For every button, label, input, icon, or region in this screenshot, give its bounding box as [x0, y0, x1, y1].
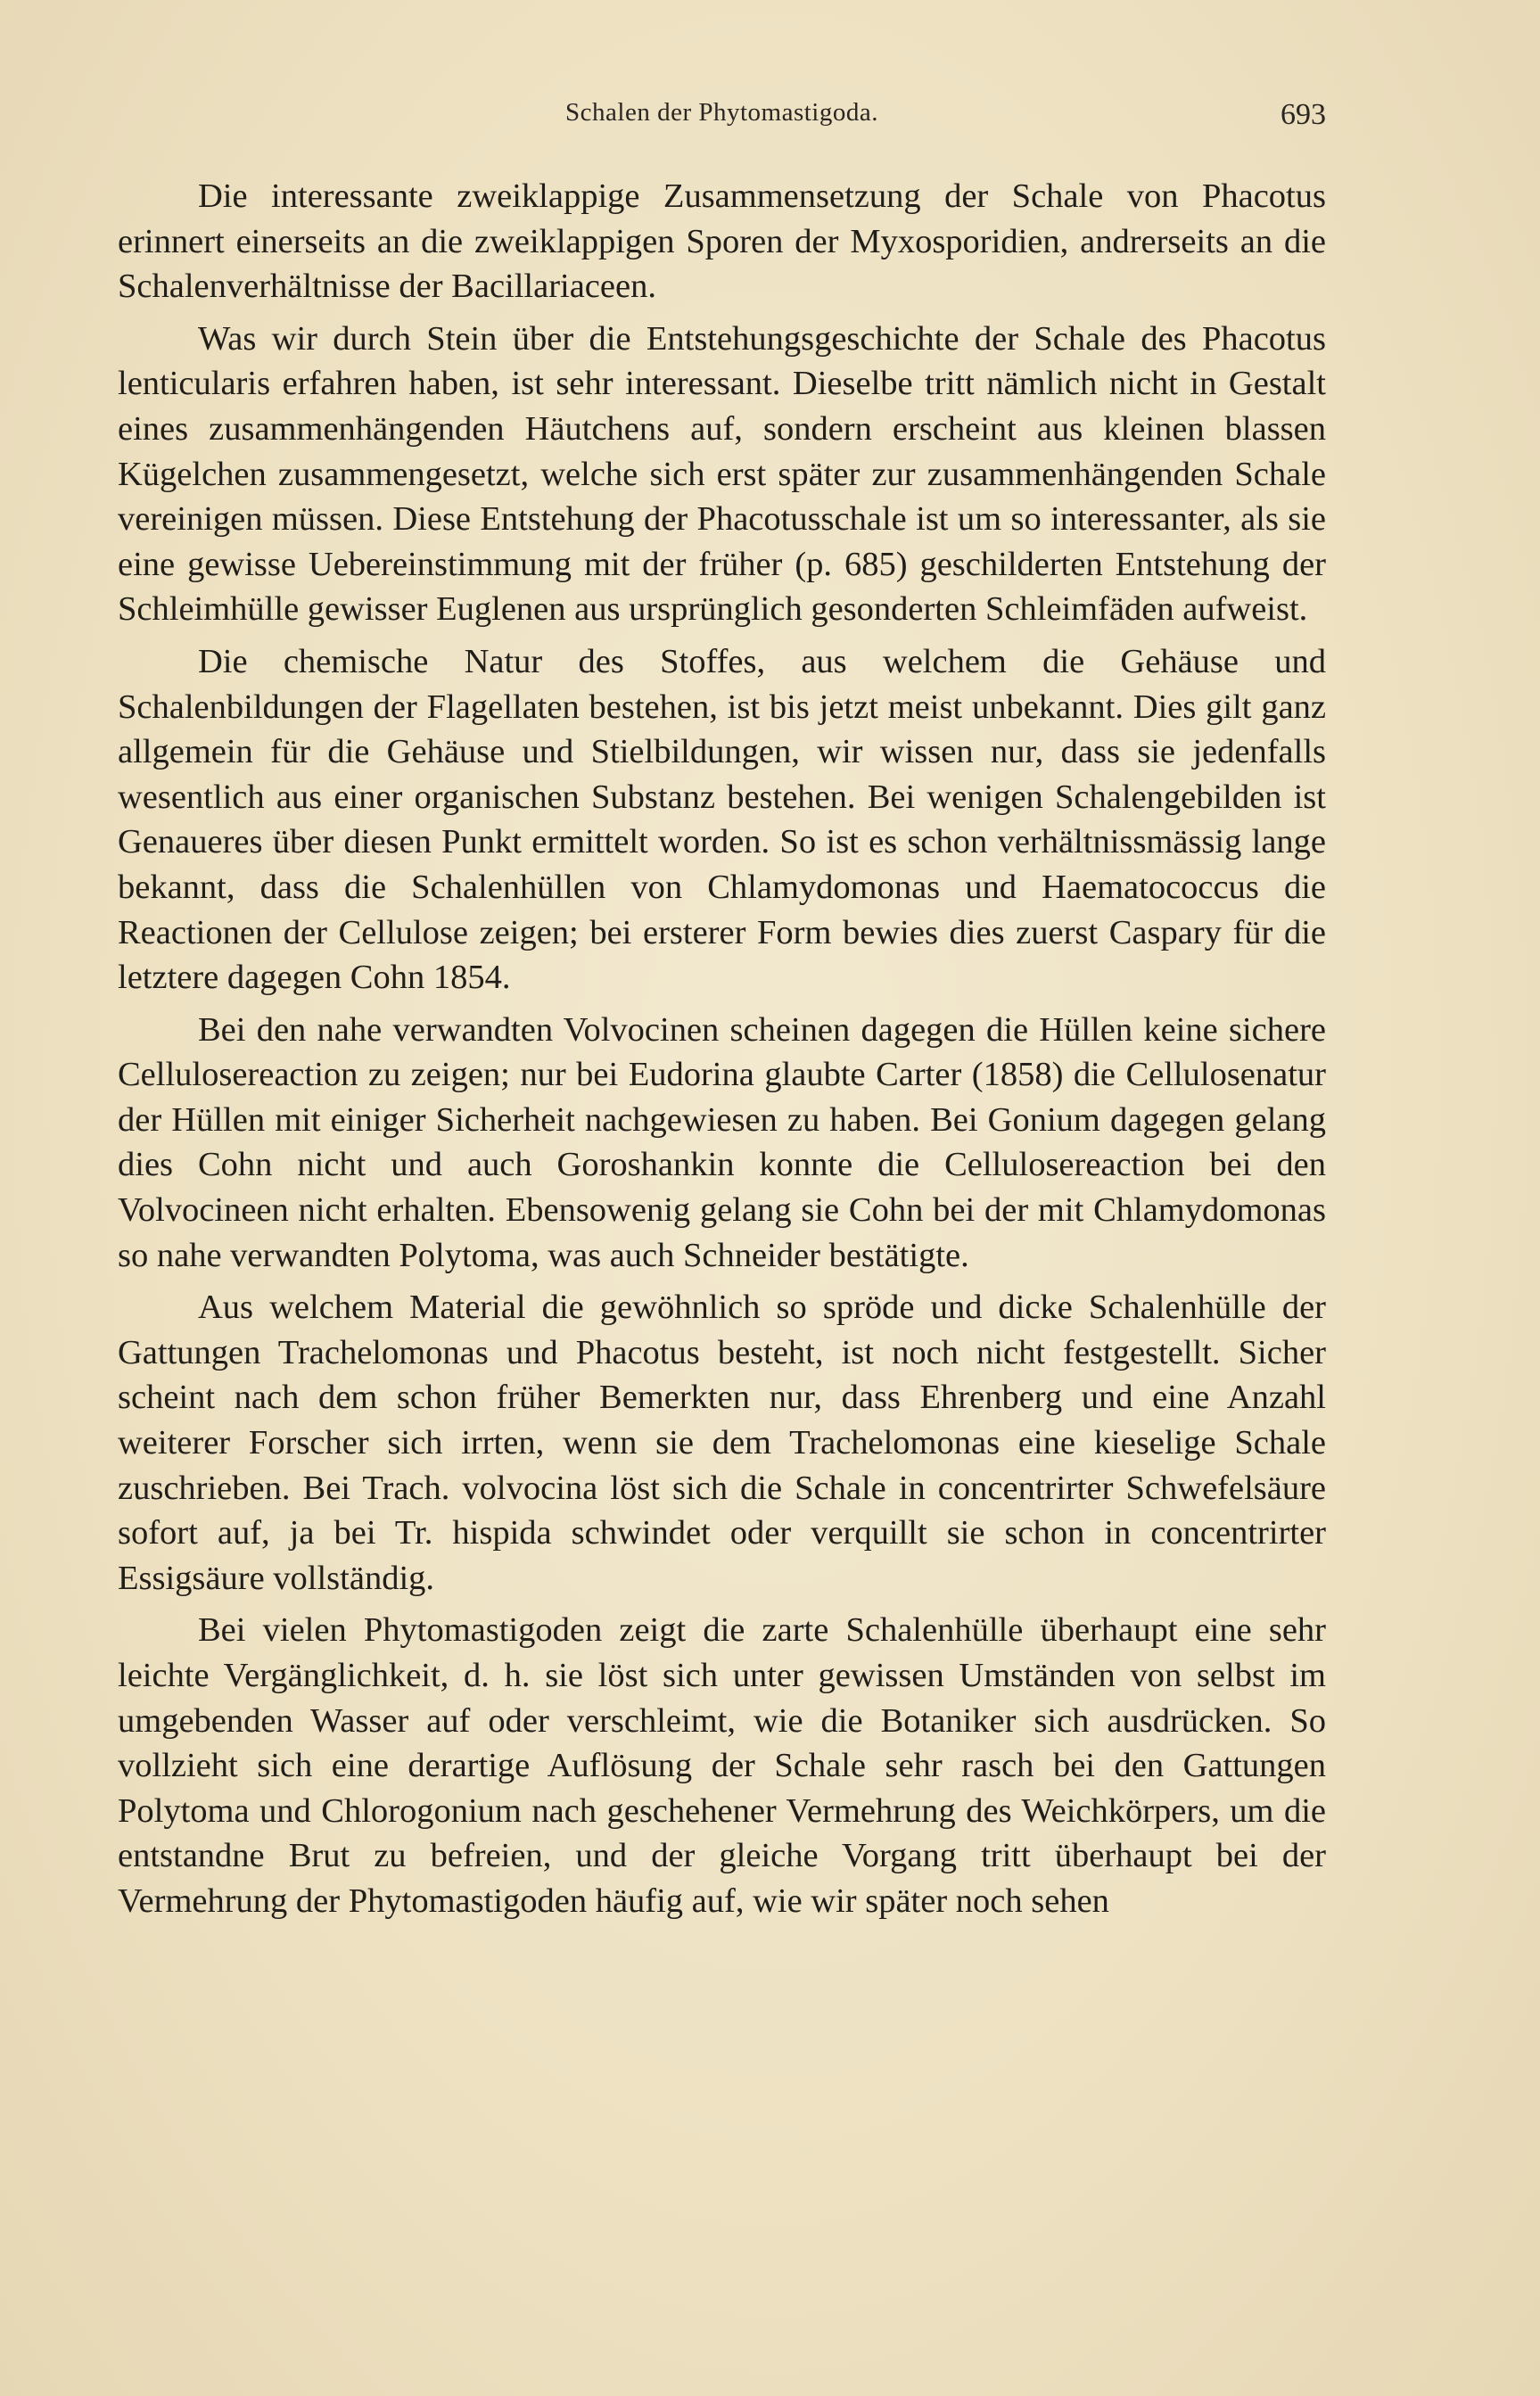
paragraph-dissolution: Bei vielen Phytomastigoden zeigt die zarte Schalenhülle überhaupt eine sehr leichte Vergänglichkeit, d. h. sie löst sich unter gewissen Umständen von selbst im umgebenden Wasser auf oder verschleimt, wie die Botaniker sich ausdrücken. So vollzieht sich eine derartige Auflösung der Schale sehr rasch bei den Gattungen Polytoma und Chlorogonium nach geschehener Vermehrung des Weichkörpers, um die entstandne Brut zu befreien, und der gleiche Vorgang tritt überhaupt bei der Vermehrung der Phytomastigoden häufig auf, wie wir später noch sehen	[118, 1611, 1326, 1920]
running-title: Schalen der Phytomastigoda.	[565, 98, 878, 127]
paragraph-shell-development: Was wir durch Stein über die Entstehungsgeschichte der Schale des Phacotus lenticularis erfahren haben, ist sehr interessant. Dieselbe tritt nämlich nicht in Gestalt eines zusammenhängenden Häutchens auf, sondern erscheint aus kleinen blassen Kügelchen zusammengesetzt, welche sich erst später zur zusammenhängenden Schale vereinigen müssen. Diese Entstehung der Phacotusschale ist um so interessanter, als sie eine gewisse Uebereinstimmung mit der früher (p. 685) geschilderten Entstehung der Schleimhülle gewisser Euglenen aus ursprünglich gesonderten Schleimfäden aufweist.	[118, 319, 1326, 629]
body-text	[118, 174, 1326, 1931]
paragraph-chemical-nature: Die chemische Natur des Stoffes, aus welchem die Gehäuse und Schalenbildungen der Flagellaten bestehen, ist bis jetzt meist unbekannt. Dies gilt ganz allgemein für die Gehäuse und Stielbildungen, wir wissen nur, dass sie jedenfalls wesentlich aus einer organischen Substanz bestehen. Bei wenigen Schalengebilden ist Genaueres über diesen Punkt ermittelt worden. So ist es schon verhältnissmässig lange bekannt, dass die Schalenhüllen von Chlamydomonas und Haematococcus die Reactionen der Cellulose zeigen; bei ersterer Form bewies dies zuerst Caspary für die letztere dagegen Cohn 1854.	[118, 642, 1326, 997]
paragraph-trachelomonas: Aus welchem Material die gewöhnlich so spröde und dicke Schalenhülle der Gattungen Trachelomonas und Phacotus besteht, ist noch nicht festgestellt. Sicher scheint nach dem schon früher Bemerkten nur, dass Ehrenberg und eine Anzahl weiterer Forscher sich irrten, wenn sie dem Trachelomonas eine kieselige Schale zuschrieben. Bei Trach. volvocina löst sich die Schale in concentrirter Schwefelsäure sofort auf, ja bei Tr. hispida schwindet oder verquillt sie schon in concentrirter Essigsäure vollständig.	[118, 1289, 1326, 1597]
page-number: 693	[1281, 98, 1326, 131]
paragraph-volvocinen: Bei den nahe verwandten Volvocinen scheinen dagegen die Hüllen keine sichere Cellulosereaction zu zeigen; nur bei Eudorina glaubte Carter (1858) die Cellulosenatur der Hüllen mit einiger Sicherheit nachgewiesen zu haben. Bei Gonium dagegen gelang dies Cohn nicht und auch Goroshankin konnte die Cellulosereaction bei den Volvocineen nicht erhalten. Ebensowenig gelang sie Cohn bei der mit Chlamydomonas so nahe verwandten Polytoma, was auch Schneider bestätigte.	[118, 1010, 1326, 1274]
paragraph-phacotus-shell: Die interessante zweiklappige Zusammensetzung der Schale von Phacotus erinnert einerseits an die zweiklappigen Sporen der Myxosporidien, andrerseits an die Schalenverhältnisse der Bacillariaceen.	[118, 177, 1326, 306]
page-header	[118, 98, 1326, 143]
